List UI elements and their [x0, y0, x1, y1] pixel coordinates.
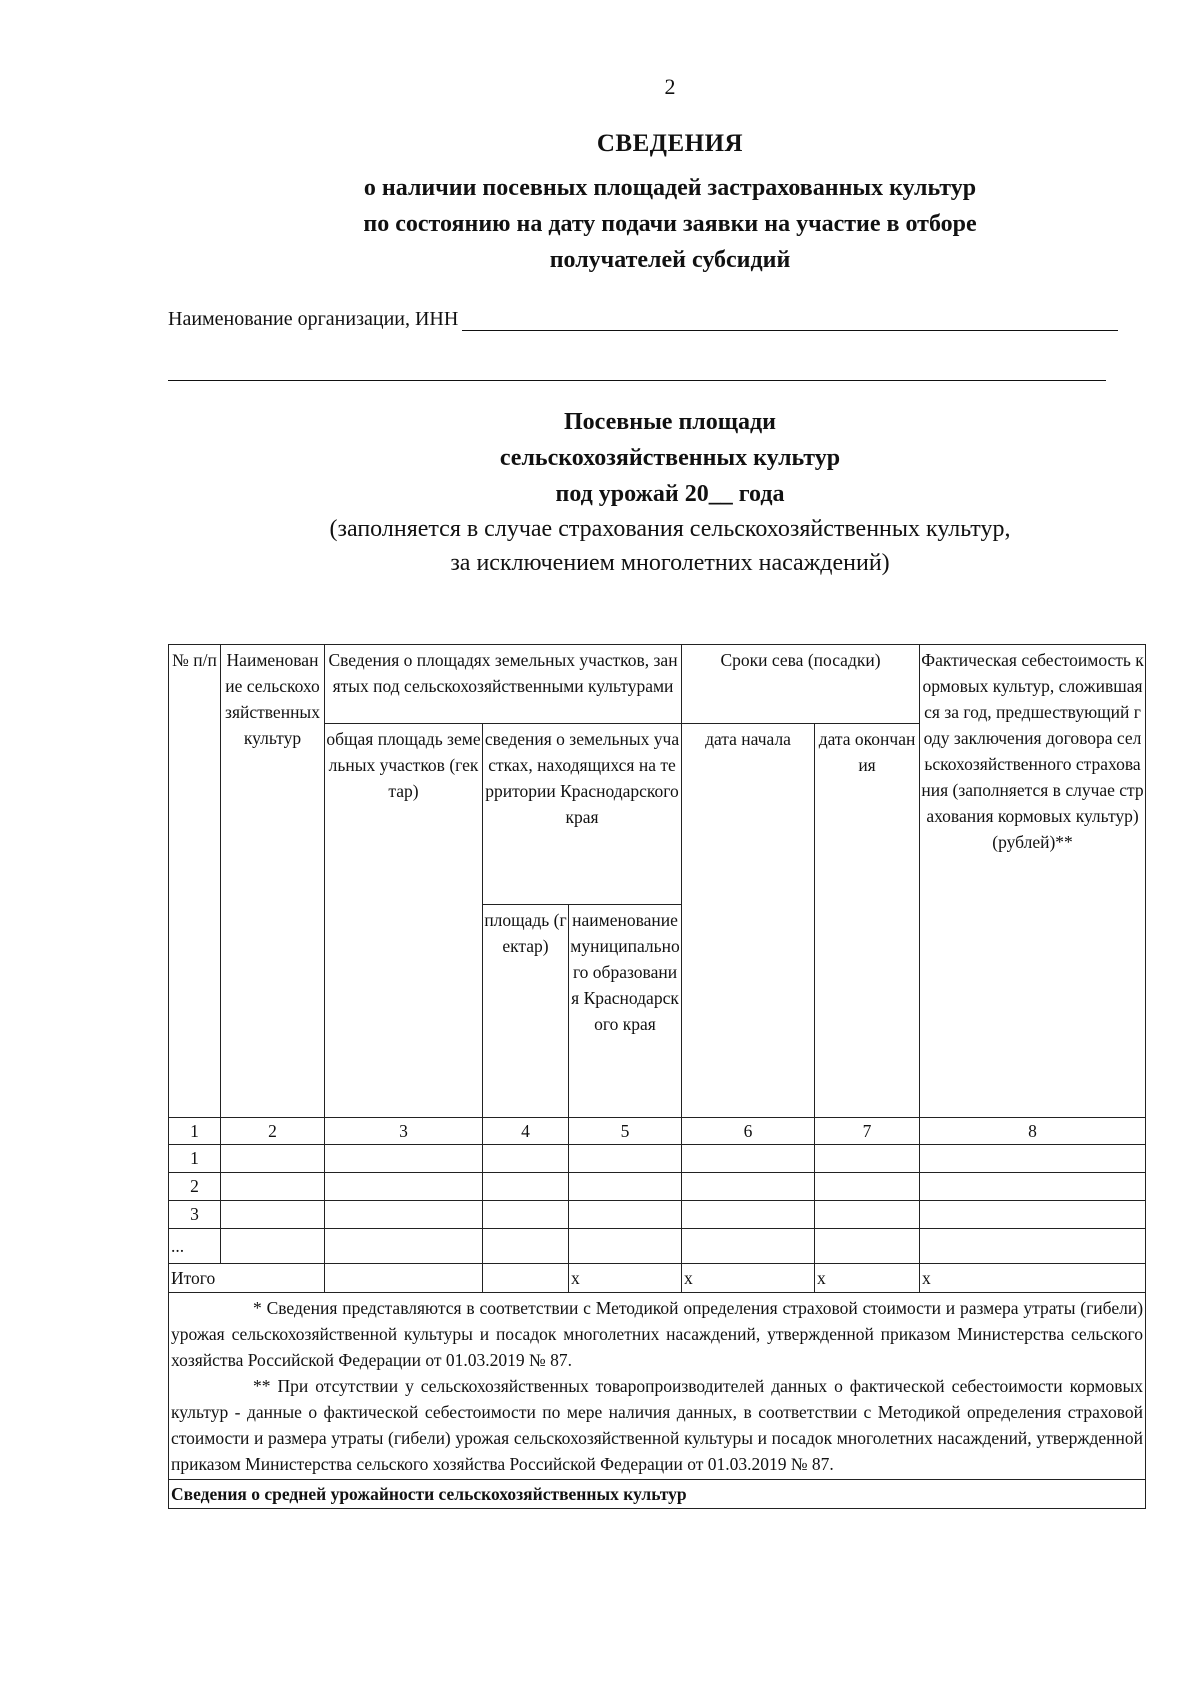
- table-cell[interactable]: [569, 1173, 682, 1201]
- table-row: [169, 1229, 1146, 1264]
- table-cell[interactable]: [920, 1201, 1146, 1229]
- x-mark: x: [920, 1264, 1146, 1293]
- header-kk-group: сведения о земельных участках, находящихся на территории Краснодарского края: [483, 724, 682, 905]
- table-cell[interactable]: [325, 1145, 483, 1173]
- total-row: [169, 1264, 1146, 1293]
- x-mark: x: [815, 1264, 920, 1293]
- table-cell[interactable]: [920, 1229, 1146, 1264]
- column-number: 3: [325, 1118, 483, 1145]
- table-cell[interactable]: [483, 1229, 569, 1264]
- table-cell[interactable]: [682, 1229, 815, 1264]
- row-number: 1: [169, 1145, 221, 1173]
- table-cell[interactable]: [325, 1229, 483, 1264]
- header-dates-group: Сроки сева (посадки): [682, 645, 920, 724]
- header-crop-name: Наименование сельскохозяйственных культур: [221, 645, 325, 1118]
- table-cell[interactable]: [815, 1173, 920, 1201]
- row-number: 2: [169, 1173, 221, 1201]
- org-name-blank[interactable]: [462, 308, 1118, 331]
- document-title: СВЕДЕНИЯ: [596, 130, 744, 157]
- total-label: Итого: [169, 1264, 325, 1293]
- table-row: [169, 1173, 1146, 1201]
- table-cell[interactable]: [569, 1201, 682, 1229]
- section-title-line: под урожай 20__ года: [555, 481, 785, 507]
- column-number: 4: [483, 1118, 569, 1145]
- column-number: 6: [682, 1118, 815, 1145]
- table-cell[interactable]: [569, 1145, 682, 1173]
- column-numbers-row: [169, 1118, 1146, 1145]
- section-note-line: (заполняется в случае страхования сельскохозяйственных культур,: [329, 516, 1011, 542]
- row-number: 3: [169, 1201, 221, 1229]
- header-total-area: общая площадь земельных участков (гектар): [325, 724, 483, 1118]
- table-cell[interactable]: [682, 1145, 815, 1173]
- section-note: [0, 512, 1200, 580]
- footnotes: [169, 1293, 1146, 1480]
- footnote-1: * Сведения представляются в соответствии с Методикой определения страховой стоимости и размера утраты (гибели) урожая сельскохозяйственной культуры и посадок многолетних насаждений, утвержденной приказом Министерства сельского хозяйства Российской Федерации от 01.03.2019 № 87.: [171, 1298, 1144, 1370]
- org-name-field[interactable]: [168, 308, 1118, 331]
- table-cell[interactable]: [221, 1145, 325, 1173]
- header-area-ha: площадь (гектар): [483, 905, 569, 1118]
- subtitle-line: о наличии посевных площадей застрахованных культур: [363, 175, 977, 201]
- table-row: [169, 1201, 1146, 1229]
- document-subtitle: [0, 170, 1200, 278]
- table-cell[interactable]: [483, 1173, 569, 1201]
- table-cell[interactable]: [920, 1145, 1146, 1173]
- yield-section-label: Сведения о средней урожайности сельскохозяйственных культур: [169, 1480, 1146, 1509]
- column-number: 1: [169, 1118, 221, 1145]
- row-number: ...: [169, 1229, 221, 1264]
- section-title: [0, 404, 1200, 512]
- table-cell[interactable]: [221, 1173, 325, 1201]
- section-note-line: за исключением многолетних насаждений): [450, 550, 890, 576]
- header-area-group: Сведения о площадях земельных участков, занятых под сельскохозяйственными культурами: [325, 645, 682, 724]
- page-number: 2: [664, 74, 676, 99]
- table-cell[interactable]: [483, 1145, 569, 1173]
- x-mark: x: [569, 1264, 682, 1293]
- header-municipality: наименование муниципального образования Краснодарского края: [569, 905, 682, 1118]
- table-cell[interactable]: [815, 1145, 920, 1173]
- yield-row: [169, 1480, 1146, 1509]
- table-cell[interactable]: [682, 1173, 815, 1201]
- table-cell[interactable]: [569, 1229, 682, 1264]
- total-cell[interactable]: [325, 1264, 483, 1293]
- column-number: 8: [920, 1118, 1146, 1145]
- x-mark: x: [682, 1264, 815, 1293]
- sown-area-table: [168, 644, 1146, 1509]
- subtitle-line: получателей субсидий: [549, 247, 791, 273]
- header-no: № п/п: [169, 645, 221, 1118]
- table-cell[interactable]: [325, 1173, 483, 1201]
- org-name-blank-line-2[interactable]: [168, 380, 1106, 381]
- org-name-label: Наименование организации, ИНН: [168, 308, 459, 330]
- table-row: [169, 1145, 1146, 1173]
- header-date-end: дата окончания: [815, 724, 920, 1118]
- table-cell[interactable]: [221, 1229, 325, 1264]
- section-title-line: Посевные площади: [564, 409, 776, 435]
- footnote-2: ** При отсутствии у сельскохозяйственных товаропроизводителей данных о фактической себестоимости кормовых культур - данные о фактической себестоимости по мере наличия данных, в соответствии с Методикой определения страховой стоимости и размера утраты (гибели) урожая сельскохозяйственной культуры и посадок многолетних насаждений, утвержденной приказом Министерства сельского хозяйства Российской Федерации от 01.03.2019 № 87.: [171, 1376, 1144, 1474]
- table-cell[interactable]: [483, 1201, 569, 1229]
- total-cell[interactable]: [483, 1264, 569, 1293]
- subtitle-line: по состоянию на дату подачи заявки на участие в отборе: [363, 211, 977, 237]
- header-feed-cost: Фактическая себестоимость кормовых культур, сложившаяся за год, предшествующий году заключения договора сельскохозяйственного страхования (заполняется в случае страхования кормовых культур) (рублей)**: [920, 645, 1146, 1118]
- column-number: 7: [815, 1118, 920, 1145]
- column-number: 5: [569, 1118, 682, 1145]
- table-cell[interactable]: [682, 1201, 815, 1229]
- header-date-start: дата начала: [682, 724, 815, 1118]
- table-cell[interactable]: [325, 1201, 483, 1229]
- section-title-line: сельскохозяйственных культур: [499, 445, 841, 471]
- footnotes-row: [169, 1293, 1146, 1480]
- table-cell[interactable]: [815, 1201, 920, 1229]
- table-cell[interactable]: [221, 1201, 325, 1229]
- table-cell[interactable]: [815, 1229, 920, 1264]
- table-cell[interactable]: [920, 1173, 1146, 1201]
- column-number: 2: [221, 1118, 325, 1145]
